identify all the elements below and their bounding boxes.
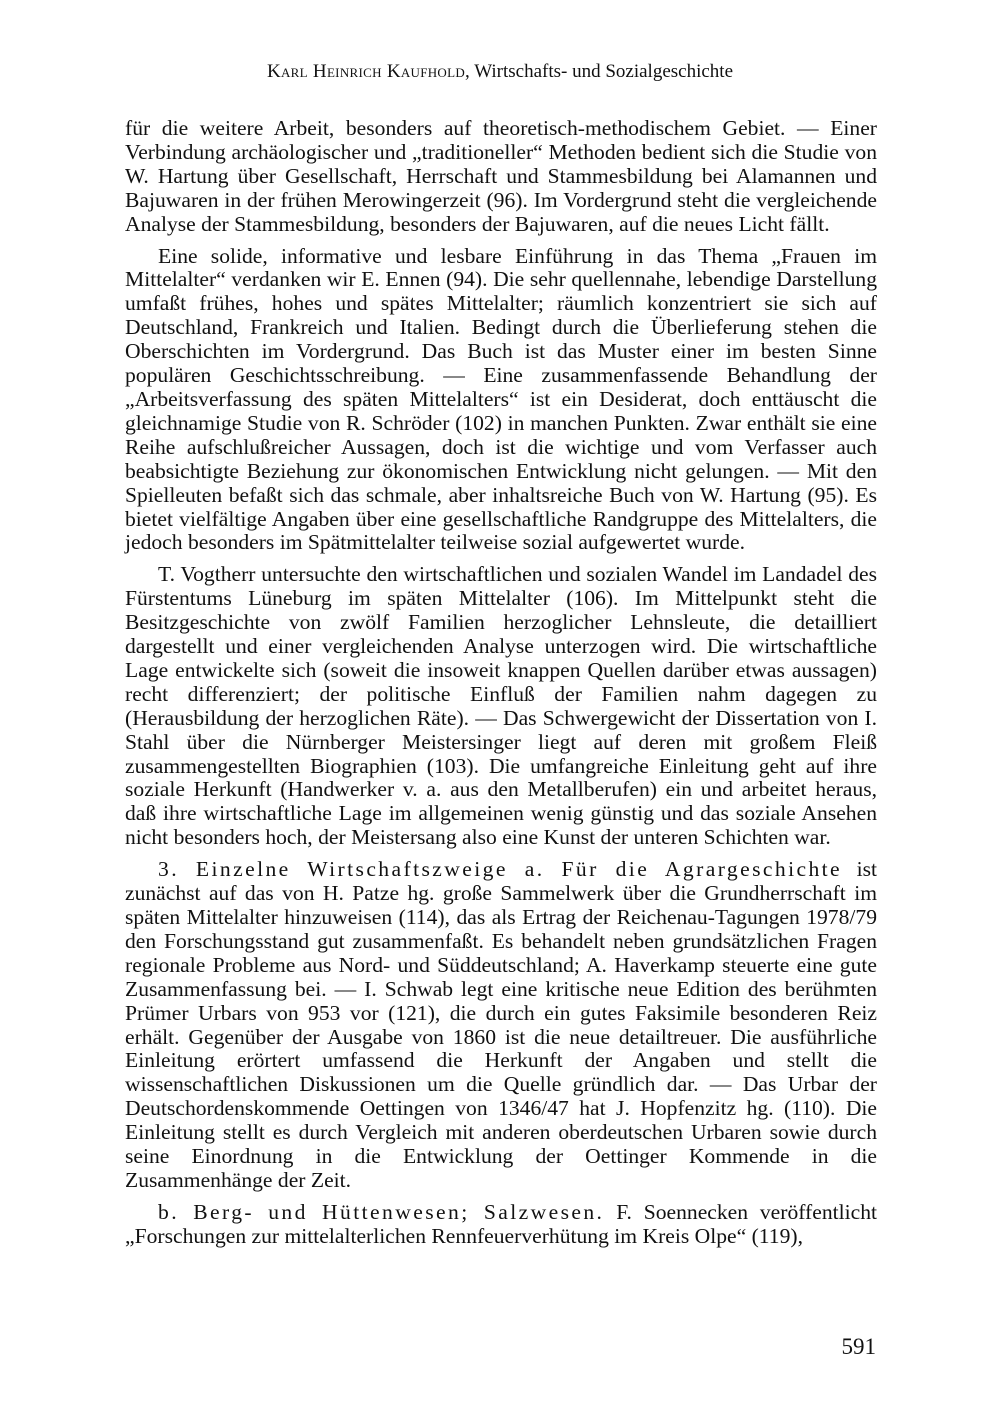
header-title: , Wirtschafts- und Sozialgeschichte — [465, 61, 734, 82]
paragraph-4 — [125, 858, 877, 1193]
section-heading-3: 3. Einzelne Wirtschaftszweige — [158, 857, 508, 882]
running-head — [125, 60, 875, 84]
paragraph-1: für die weitere Arbeit, besonders auf theoretisch-methodischem Gebiet. — Einer Verbindung archäologischer und „traditioneller“ Methoden bedient sich die Studie von W. Hartung über Gesellschaft, Herrschaft und Stammesbildung bei Alamannen und Bajuwaren in der frühen Merowingerzeit (96). Im Vordergrund steht die vergleichende Analyse der Stammesbildung, besonders der Bajuwaren, auf die neues Licht fällt. — [125, 116, 877, 236]
text-body — [125, 117, 877, 1257]
paragraph-5-text: F. Soennecken veröffentlicht „Forschungen zur mittelalterlichen Rennfeuerverhütung im Kreis Olpe“ (119), — [125, 1199, 877, 1248]
paragraph-3: T. Vogtherr untersuchte den wirtschaftlichen und sozialen Wandel im Landadel des Fürstentums Lüneburg im späten Mittelalter (106). Im Mittelpunkt steht die Besitzgeschichte von zwölf Familien herzoglicher Lehnsleute, die detailliert dargestellt und einer vergleichenden Analyse unterzogen wird. Die wirtschaftliche Lage entwickelte sich (soweit die insoweit knappen Quellen darüber etwas aussagen) recht differenziert; der politische Einfluß der Familien nahm dagegen zu (Herausbildung der herzoglichen Räte). — Das Schwergewicht der Dissertation von I. Stahl über die Nürnberger Meistersinger liegt auf deren mit großem Fleiß zusammengestellten Biographien (103). Die umfangreiche Einleitung geht auf ihre soziale Herkunft (Handwerker v. a. aus den Metallberufen) ein und arbeitet heraus, daß ihre wirtschaftliche Lage im allgemeinen wenig günstig und das soziale Ansehen nicht besonders hoch, der Meistersang also eine Kunst der unteren Schichten war. — [125, 562, 877, 850]
subsection-heading-a: a. Für die Agrargeschichte — [507, 857, 843, 882]
subsection-heading-b: b. Berg- und Hüttenwesen; Salzwesen. — [158, 1199, 605, 1224]
page-number: 591 — [841, 1334, 876, 1359]
paragraph-2: Eine solide, informative und lesbare Einführung in das Thema „Frauen im Mittelalter“ verdanken wir E. Ennen (94). Die sehr quellennahe, lebendige Darstellung umfaßt frühes, hohes und spätes Mittelalter; räumlich konzentriert sie sich auf Deutschland, Frankreich und Italien. Bedingt durch die Überlieferung stehen die Oberschichten im Vordergrund. Das Buch ist das Muster einer im besten Sinne populären Geschichtsschreibung. — Eine zusammenfassende Behandlung der „Arbeitsverfassung des späten Mittelalters“ ist ein Desiderat, doch enttäuscht die gleichnamige Studie von R. Schröder (102) in manchen Punkten. Zwar enthält sie eine Reihe aufschlußreicher Aussagen, doch ist die wichtige und vom Verfasser auch beabsichtigte Beziehung zur ökonomischen Entwicklung nicht gelungen. — Mit den Spielleuten befaßt sich das schmale, aber inhaltsreiche Buch von W. Hartung (95). Es bietet vielfältige Angaben über eine gesellschaftliche Randgruppe des Mittelalters, die jedoch besonders im Spätmittelalter teilweise sozial aufgewertet wurde. — [125, 243, 877, 555]
header-author: Karl Heinrich Kaufhold — [266, 61, 466, 82]
paragraph-5 — [125, 1201, 877, 1249]
paragraph-4-text: ist zunächst auf das von H. Patze hg. große Sammelwerk über die Grundherrschaft im späten Mittelalter hinzuweisen (114), das als Ertrag der Reichenau-Tagungen 1978/79 den Forschungsstand gut zusammenfaßt. Es behandelt neben grundsätzlichen Fragen regionale Probleme aus Nord- und Süddeutschland; A. Haverkamp steuerte eine gute Zusammenfassung bei. — I. Schwab legt eine kritische neue Edition des berühmten Prümer Urbars von 953 vor (121), die durch ein gutes Faksimile besonderen Reiz erhält. Gegenüber der Ausgabe von 1860 ist die neue detailtreuer. Die ausführliche Einleitung erörtert umfassend die Herkunft der Angaben und stellt die wissenschaftlichen Diskussionen um die Quelle gründlich dar. — Das Urbar der Deutschordenskommende Oettingen von 1346/47 hat J. Hopfenzitz hg. (110). Die Einleitung stellt es durch Vergleich mit anderen oberdeutschen Urbaren sowie durch seine Einordnung in die Entwicklung der Oettinger Kommende in die Zusammenhänge der Zeit. — [125, 857, 877, 1192]
